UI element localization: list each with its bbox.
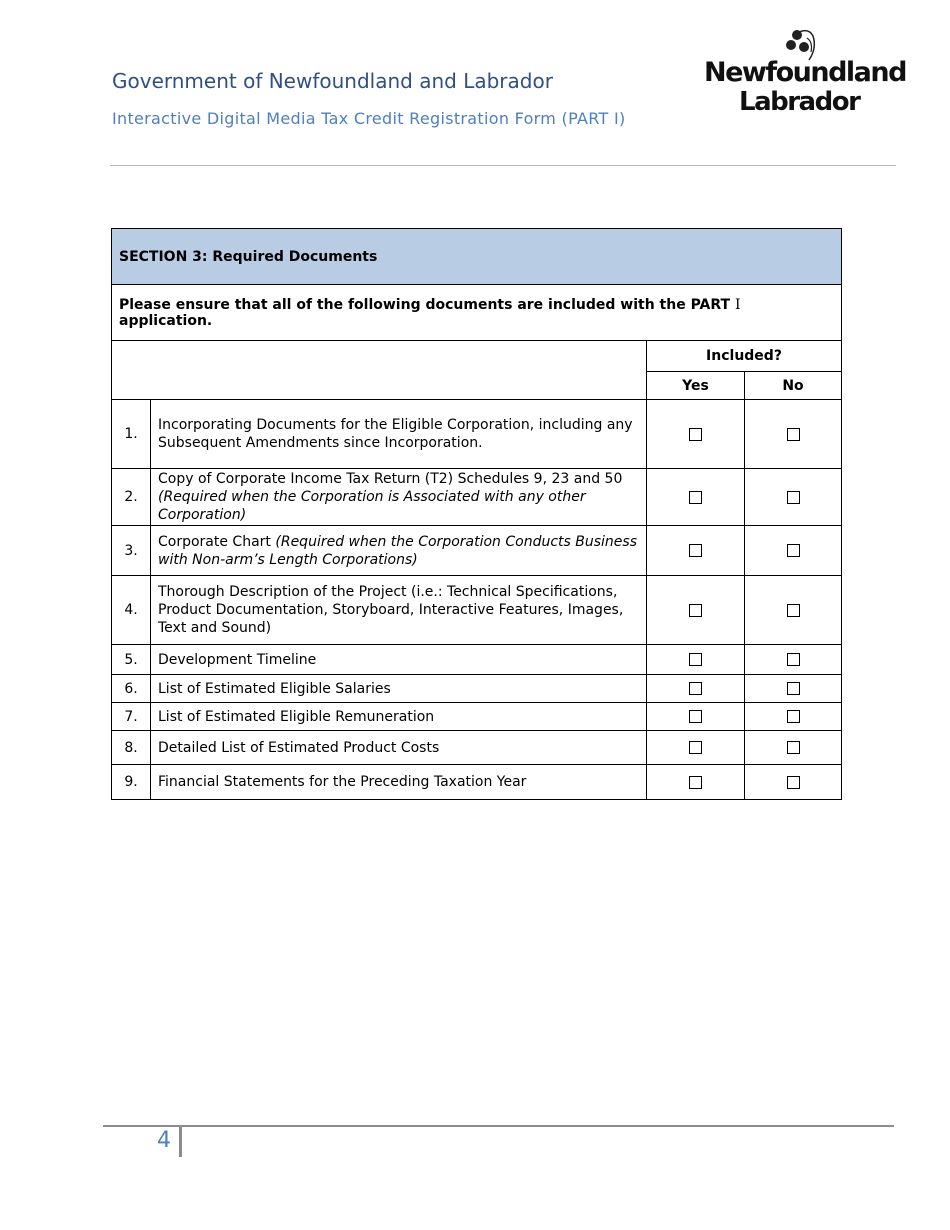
- document-description: [151, 703, 647, 731]
- included-yes-cell: [647, 731, 745, 765]
- document-description: [151, 675, 647, 703]
- included-no-cell: [745, 576, 842, 645]
- document-description: [151, 469, 647, 526]
- instruction-part: I: [734, 296, 741, 313]
- document-text: List of Estimated Eligible Salaries: [158, 680, 391, 697]
- document-number: 5.: [112, 645, 151, 675]
- yes-header: Yes: [647, 372, 745, 400]
- document-row: [112, 576, 842, 645]
- included-no-checkbox[interactable]: [787, 710, 800, 723]
- included-no-checkbox[interactable]: [787, 653, 800, 666]
- included-yes-cell: [647, 703, 745, 731]
- document-text: Copy of Corporate Income Tax Return (T2) Schedules 9, 23 and 50: [158, 471, 623, 487]
- document-description: [151, 765, 647, 800]
- no-header: No: [745, 372, 842, 400]
- included-yes-cell: [647, 645, 745, 675]
- included-no-cell: [745, 469, 842, 526]
- included-yes-checkbox[interactable]: [689, 604, 702, 617]
- included-no-cell: [745, 703, 842, 731]
- document-description: [151, 400, 647, 469]
- document-text: Detailed List of Estimated Product Costs: [158, 739, 440, 756]
- document-text: Corporate Chart: [158, 533, 271, 550]
- document-row: [112, 526, 842, 576]
- included-no-cell: [745, 675, 842, 703]
- included-no-checkbox[interactable]: [787, 776, 800, 789]
- instruction-post: application.: [119, 312, 213, 329]
- included-yes-cell: [647, 526, 745, 576]
- included-no-checkbox[interactable]: [787, 544, 800, 557]
- included-no-cell: [745, 526, 842, 576]
- footer-divider: [103, 1125, 894, 1127]
- included-header: Included?: [647, 341, 842, 372]
- included-yes-checkbox[interactable]: [689, 428, 702, 441]
- section-heading: SECTION 3: Required Documents: [112, 229, 842, 285]
- document-description: [151, 526, 647, 576]
- included-no-checkbox[interactable]: [787, 604, 800, 617]
- included-yes-checkbox[interactable]: [689, 710, 702, 723]
- instruction-text: [112, 285, 842, 341]
- document-number: 1.: [112, 400, 151, 469]
- document-number: 8.: [112, 731, 151, 765]
- included-yes-checkbox[interactable]: [689, 741, 702, 754]
- form-subtitle: Interactive Digital Media Tax Credit Registration Form (PART I): [112, 109, 626, 128]
- document-row: [112, 703, 842, 731]
- section-heading-row: [112, 229, 842, 285]
- instruction-row: [112, 285, 842, 341]
- header-divider: [110, 165, 896, 166]
- document-row: [112, 469, 842, 526]
- included-no-checkbox[interactable]: [787, 428, 800, 441]
- included-yes-checkbox[interactable]: [689, 544, 702, 557]
- document-row: [112, 400, 842, 469]
- required-documents-table: [111, 228, 842, 800]
- included-no-cell: [745, 731, 842, 765]
- document-number: 3.: [112, 526, 151, 576]
- page-number-bar: [179, 1127, 182, 1157]
- document-row: [112, 731, 842, 765]
- included-yes-cell: [647, 400, 745, 469]
- included-no-checkbox[interactable]: [787, 491, 800, 504]
- included-no-checkbox[interactable]: [787, 741, 800, 754]
- document-text: Financial Statements for the Preceding Taxation Year: [158, 774, 527, 790]
- included-yes-checkbox[interactable]: [689, 491, 702, 504]
- document-text: List of Estimated Eligible Remuneration: [158, 708, 435, 725]
- document-number: 7.: [112, 703, 151, 731]
- included-no-cell: [745, 400, 842, 469]
- included-yes-cell: [647, 765, 745, 800]
- document-description: [151, 645, 647, 675]
- document-description: [151, 731, 647, 765]
- included-yes-cell: [647, 675, 745, 703]
- included-no-checkbox[interactable]: [787, 682, 800, 695]
- logo-wordmark-newfoundland: Newfoundland: [704, 57, 906, 88]
- document-row: [112, 675, 842, 703]
- document-note: (Required when the Corporation Conducts Business with Non-arm’s Length Corporations): [158, 533, 638, 568]
- document-text: Thorough Description of the Project (i.e.: Technical Specifications, Product Documentation, Storyboard, Interactive Features, Images, Text and Sound): [158, 584, 624, 636]
- document-row: [112, 645, 842, 675]
- page-number: 4: [157, 1128, 171, 1153]
- logo-wordmark-labrador: Labrador: [739, 87, 860, 117]
- included-yes-checkbox[interactable]: [689, 653, 702, 666]
- document-number: 6.: [112, 675, 151, 703]
- included-yes-checkbox[interactable]: [689, 682, 702, 695]
- document-title: Government of Newfoundland and Labrador: [112, 69, 553, 93]
- included-yes-checkbox[interactable]: [689, 776, 702, 789]
- included-header-row: [112, 341, 842, 372]
- instruction-pre: Please ensure that all of the following documents are included with the PART: [119, 296, 735, 313]
- document-number: 2.: [112, 469, 151, 526]
- document-text: Development Timeline: [158, 651, 317, 668]
- included-no-cell: [745, 645, 842, 675]
- document-number: 9.: [112, 765, 151, 800]
- document-text: Incorporating Documents for the Eligible Corporation, including any Subsequent Amendments since Incorporation.: [158, 417, 633, 451]
- document-number: 4.: [112, 576, 151, 645]
- document-note: (Required when the Corporation is Associated with any other Corporation): [158, 489, 586, 523]
- document-description: [151, 576, 647, 645]
- included-no-cell: [745, 765, 842, 800]
- included-yes-cell: [647, 576, 745, 645]
- blank-header-cell: [112, 341, 647, 400]
- included-yes-cell: [647, 469, 745, 526]
- document-row: [112, 765, 842, 800]
